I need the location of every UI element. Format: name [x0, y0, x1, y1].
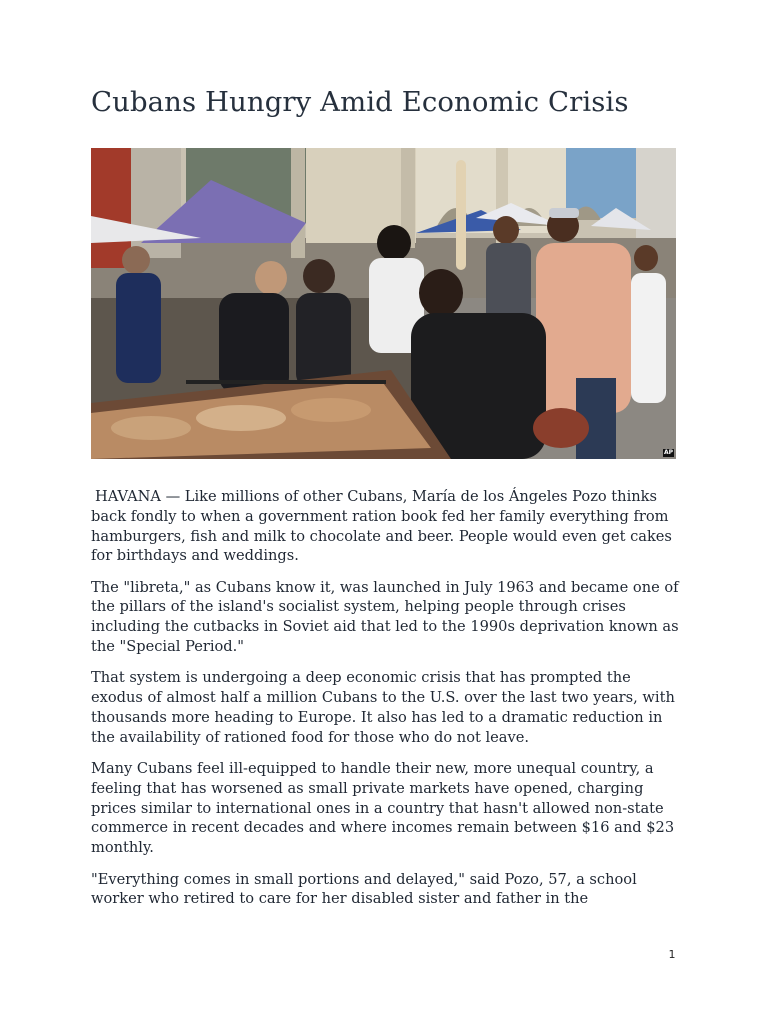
article-title: Cubans Hungry Amid Economic Crisis — [91, 86, 629, 118]
article-body — [91, 487, 681, 921]
page-number: 1 — [668, 948, 676, 961]
article-paragraph-1: HAVANA — Like millions of other Cubans, María de los Ángeles Pozo thinks back fondly to when a government ration book fed her family everything from hamburgers, fish and milk to chocolate and beer. People would even get cakes for birthdays and weddings. — [91, 488, 672, 565]
article-paragraph-3: That system is undergoing a deep economic crisis that has prompted the exodus of almost half a million Cubans to the U.S. over the last two years, with thousands more heading to Europe. It also has led to a dramatic reduction in the availability of rationed food for those who do not leave. — [91, 669, 675, 746]
article-photo-market-scene — [91, 148, 676, 459]
article-paragraph-5: "Everything comes in small portions and delayed," said Pozo, 57, a school worker who retired to care for her disabled sister and father in the — [91, 870, 637, 908]
article-paragraph-4: Many Cubans feel ill-equipped to handle their new, more unequal country, a feeling that has worsened as small private markets have opened, charging prices similar to international ones in a country that hasn't allowed non-state commerce in recent decades and where incomes remain between $16 and $23 monthly. — [91, 760, 675, 857]
market-photo-illustration — [91, 148, 676, 459]
photo-credit: AP — [663, 449, 673, 456]
article-paragraph-2: The "libreta," as Cubans know it, was launched in July 1963 and became one of the pillars of the island's socialist system, helping people through crises including the cutbacks in Soviet aid that led to the 1990s deprivation known as the "Special Period." — [91, 578, 679, 656]
